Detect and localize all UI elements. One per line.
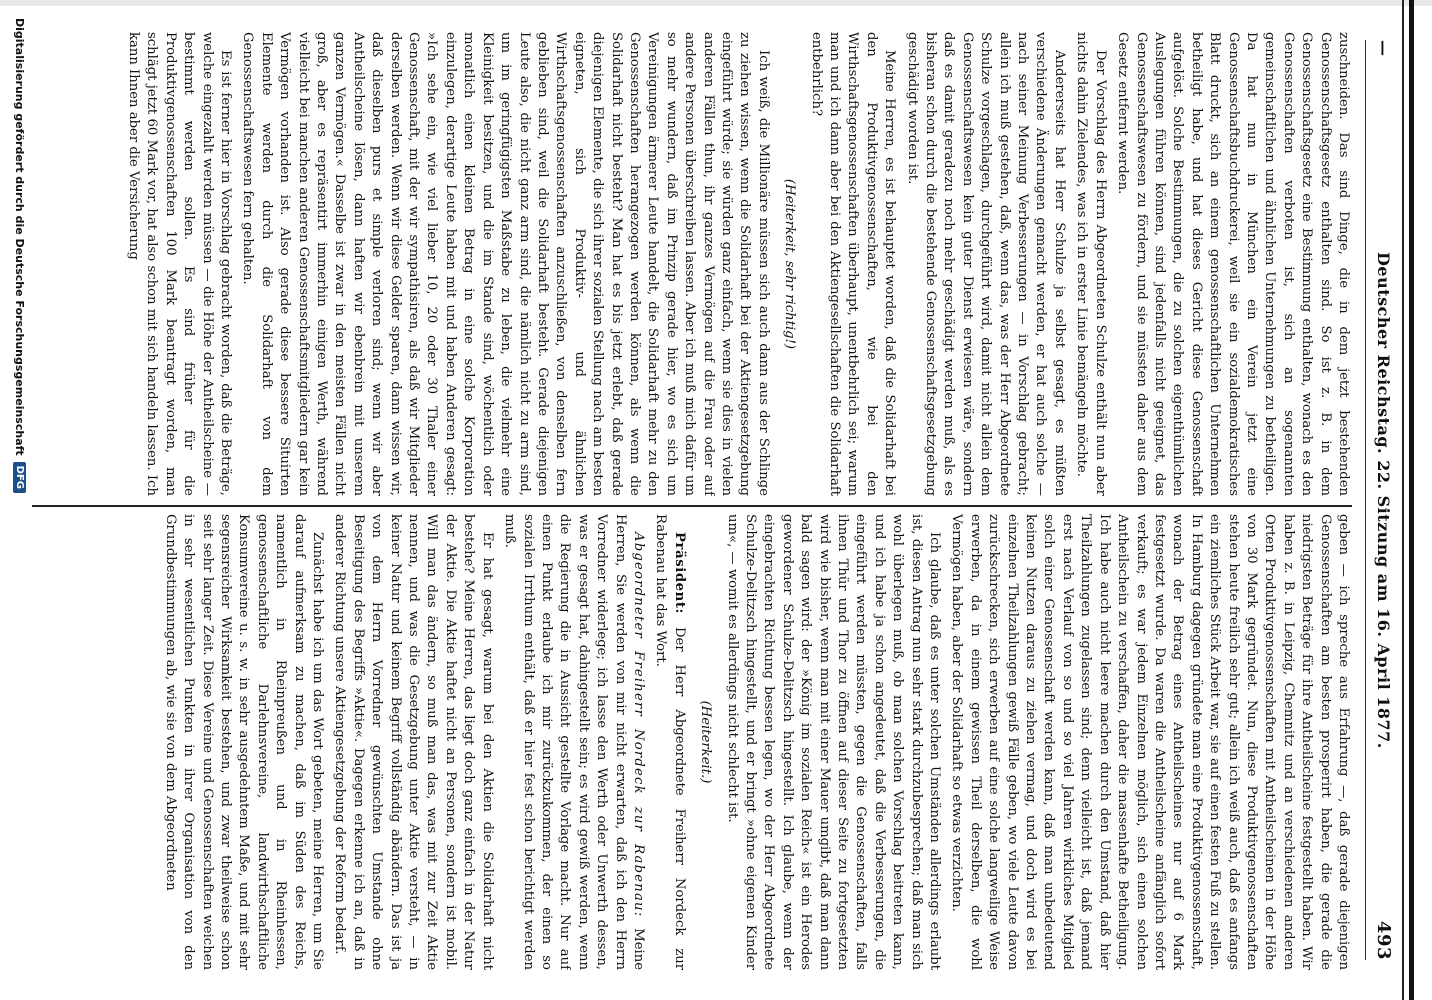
top-thick-rule xyxy=(1409,0,1414,1000)
page-number: 493 xyxy=(1373,920,1395,960)
paragraph: Zunächst habe ich um das Wort gebeten, meine Herren, um Sie darauf aufmerksam zu machen, daß im Süden des Reichs, namentlich in Rheinpreußen und in Rheinhessen, genossenschaftliche Darlehnsvereine, landwirthschaftliche Konsumvereine u. s. w. in sehr ausgedehntem Maße, und mit sehr segensreicher Wirksamkeit bestehen, und zwar theilweise schon seit sehr langer Zeit. Diese Vereine und Genossenschaften weichen in sehr wesentlichen Punkten in ihrer Organisation von den Grundbestimmungen ab, wie sie von dem Abgeordneten xyxy=(162,514,326,970)
paragraph: Andererseits hat Herr Schulze ja selbst gesagt, es müßten verschiedene Änderungen gemacht werden, er hat auch solche — nach seiner Meinung Verbesserungen — in Vorschlag gebracht; allein ich muß gestehen, daß, wenn das, was der Herr Abgeordnete Schulze vorgeschlagen, durchgeführt wird, damit nicht allein dem Genossenschaftswesen kein guter Dienst erwiesen wäre, sondern daß es damit geradezu noch mehr geschädigt werden muß, als es bisheran schon durch die bestehende Genossenschaftsgesetzgebung geschädigt worden ist. xyxy=(904,32,1067,496)
paragraph: geben — ich spreche aus Erfahrung —, daß gerade diejenigen Genossenschaften am besten prosperirt haben, die gerade die niedrigsten Beträge für ihre Antheilscheine festgestellt haben. Wir haben z. B. in Leipzig, Chemnitz und an verschiedenen anderen Orten Produktivgenossenschaften mit Antheilscheinen in der Höhe von 30 Mark gegründet. Nun, diese Produktivgenossenschaften stehen heute freilich sehr gut; allein ich weiß auch, daß es anfangs ein ziemliches Stück Arbeit war, sie auf einen festen Fuß zu stellen. In Hamburg dagegen gründete man eine Produktivgenossenschaft, wonach der Betrag eines Antheilscheines nur auf 6 Mark festgesetzt wurde. Da waren die Antheilscheine anfänglich sofort verkauft; es war jedem Einzelnen möglich, sich einen solchen Antheilschein zu verschaffen, daher die massenhafte Betheiligung. Ich habe auch nicht leere machen durch den Umstand, daß hier Theilzahlungen zugelassen sind; denn vielleicht ist, daß jemand erst nach Verlauf von so und so viel Jahren wirkliches Mitglied solch einer Genossenschaft werden kann, daß man unbedeutend keinen Nutzen daraus zu ziehen vermag, und doch wird es bei einzelnen Theilzahlungen gewiß Fälle geben, wo viele Leute davon zurückschrecken, sich erwerben auf eine solche langweilige Weise erwerben, da in einem gewissen Theil derselben, die wohl Vermögen haben, aber der Solidarhaft so etwas verzichten. xyxy=(949,514,1351,970)
column-separator xyxy=(32,505,1352,507)
speaker-text: Der Herr Abgeordnete Freiherr Nordeck zur Rabenau hat das Wort. xyxy=(653,514,687,970)
page-shadow-edge xyxy=(0,0,1432,6)
top-thin-rule xyxy=(1402,0,1404,1000)
paragraph: Ich glaube, daß es unter solchen Umständen allerdings erlaubt ist, diesen Antrag nun sehr stark durchzubesprechen; daß man sich wohl überlegen muß, ob man solchen Vorschlag beitreten kann, und ich habe ja schon angedeutet, daß die Verbesserungen, die eingeführt werden müssten, gegen die Genossenschaften, falls ihnen Thür und Thor zu öffnen auf dieser Seite zu fortgesetzten wird wie bisher, wenn man mit einer Mauer umgibt, daß man dann bald sagen wird: der »König im sozialen Reich« ist ein Herodes gewordener Schulze-Delitzsch hingestellt. Ich glaube, wenn der eingebrachten Richtung bessen legen, wo der Herr Abgeordnete Schulze-Delitzsch hingestellt, und er bringt »ohne eigenen Kinder um«, — womit es allerdings nicht schlecht ist. xyxy=(724,514,943,970)
speaker-text: Meine Herren, Sie werden von mir nicht erwarten, daß ich den Herrn Vorredner widerlege; ich lasse den Werth oder Unwerth dessen, was er gesagt hat, dahingestellt sein; es wird gewiß werden, wenn die Regierung die in Aussicht gestellte Vorlage macht. Nur auf einen Punkt erlaube ich mir zurückzukommen, der einen so sozialen Irrthum enthält, daß er hier fest schon berichtigt werden muß. xyxy=(502,514,646,970)
head-rule xyxy=(1365,40,1366,960)
speaker-paragraph xyxy=(651,514,688,970)
right-column xyxy=(30,514,1352,970)
running-head xyxy=(1370,40,1398,960)
speaker-label-president: Präsident: xyxy=(671,532,687,615)
running-head-dash: — xyxy=(1374,40,1394,57)
applause-note: (Heiterkeit, sehr richtig!) xyxy=(782,178,798,350)
paragraph: Er hat gesagt, warum bei den Aktien die Solidarhaft nicht bestehe? Meine Herren, das liegt doch ganz einfach in der Natur der Aktie. Die Aktie haftet nicht an Personen, sondern ist mobil. Will man das ändern, so muß man das, was mit zur Zeit Aktie nennen, und was die Gesetzgebung unter Aktie versteht, — in keiner Natur und keinem Begriff vollständig abändern. Das ist ja von dem Herrn Vorredner gewünschten Umstande ohne Beseitigung des Begriffs »Aktie«. Dagegen erkenne ich an, daß in anderer Richtung unsere Aktiengesetzgebung der Reform bedarf. xyxy=(332,514,495,970)
left-column xyxy=(30,32,1352,496)
paragraph: Meine Herren, es ist behauptet worden, daß die Solidarhaft bei den Produktivgenossenschaften, wie bei den Wirthschaftsgenossenschaften überhaupt, unentbehrlich sei; warum man und ich dann aber bei den Aktiengesellschaften die Solidarhaft entbehrlich? xyxy=(808,32,898,496)
dfg-logo: DFG xyxy=(14,462,27,493)
digitization-footer xyxy=(0,0,40,1000)
paragraph: zuschneiden. Das sind Dinge, die in dem jetzt bestehenden Genossenschaftsgesetz enthalten sind. So ist z. B. in dem Genossenschaftsgesetz eine Bestimmung enthalten, wonach es den Genossenschaften verboten ist, sich an sogenannten gemeinschaftlichen und ähnlichen Unternehmungen zu betheiligen. Da hat nun in München ein Verein jetzt eine Genossenschaftsbuchdruckerei, weil sie ein sozialdemokratisches Blatt druckt, sich an einem genossenschaftlichen Unternehmen betheiligt habe, und hat dieses Gericht diese Genossenschaft aufgelöst. Solche Bestimmungen, die zu solchen eigenthümlichen Auslegungen führen können, sind jedenfalls nicht geeignet, das Genossenschaftswesen zu fördern, und sie müssten daher aus dem Gesetz entfernt werden. xyxy=(1115,32,1351,496)
paragraph: Ich weiß, die Millionäre müssen sich auch dann aus der Schlinge zu ziehen wissen, wenn die Solidarhaft bei der Aktiengesetzgebung eingeführt würde; sie würden ganz einfach, wenn sie dies in vielen anderen Fällen thun, ihr ganzes Vermögen auf die Frau oder auf andere Personen überschreiben lassen. Aber ich muß mich dafür um so mehr wundern, daß im Prinzip gerade hier, wo es sich um Vereinigungen ärmerer Leute handelt, die Solidarhaft mehr zu den Genossenschaften herangezogen werden können, als wenn die Solidarhaft nicht besteht? Man hat es bis jetzt erlebt, daß gerade diejenigen Elemente, die sich ihrer sozialen Stellung nach am besten eigneten, sich Produktiv- und ähnlichen Wirthschaftsgenossenschaften anzuschließen, von denselben fern geblieben sind, weil die Solidarhaft besteht. Gerade diejenigen Leute also, die nicht ganz arm sind, die nämlich nicht zu arm sind, um im geringfügigsten Maßstabe zu leben, die vielmehr eine Kleinigkeit besitzen, und die im Stande sind, wöchentlich oder monatlich einen kleinen Betrag in eine solche Korporation einzulegen, derartige Leute haben mit und haben Anderen gesagt: »Ich sehe ein, wie viel lieber 10, 20 oder 30 Thaler einer Genossenschaft, mit der wir sympathisiren, als daß wir Mitglieder derselben werden. Wenn wir diese Gelder sparen, dann wissen wir, daß dieselben purs et simple verloren sind; wenn wir aber Antheilscheine lösen, dann haften wir ebenbrein mit unserem ganzen Vermögen.« Dasselbe ist zwar in den meisten Fällen nicht groß, aber es repräsentirt immerhin einigen Werth, während vielleicht bei manchen anderen Genossenschaftsmitgliedern gar kein Vermögen vorhanden ist. Also gerade diese bessere Situirten Elemente werden durch die Solidarhaft von dem Genossenschaftswesen fern gehalten. xyxy=(240,32,771,496)
running-head-title: Deutscher Reichstag. 22. Sitzung am 16. April 1877. xyxy=(1374,252,1394,749)
speaker-label-rabenau: Abgeordneter Freiherr Nordeck zur Rabenau: xyxy=(630,532,646,918)
paragraph: Es ist ferner hier in Vorschlag gebracht worden, daß die Beträge, welche eingezahlt werden müssen — die Höhe der Antheilscheine — bestimmt werden sollen. Es sind früher für die Produktivgenossenschaften 100 Mark beantragt worden, man schlägt jetzt 60 Mark vor, hat also schon mit sich handeln lassen. Ich kann Ihnen aber die Versicherung xyxy=(126,32,234,496)
digitization-note: Digitalisierung gefördert durch die Deutsche Forschungsgemeinschaft xyxy=(13,18,27,456)
speaker-paragraph xyxy=(500,514,647,970)
paragraph: Der Vorschlag des Herrn Abgeordneten Schulze enthält nun aber nichts dahin Zielendes, was ich in erster Linie bemängeln möchte. xyxy=(1074,32,1108,496)
applause-note: (Heiterkeit.) xyxy=(698,700,714,784)
